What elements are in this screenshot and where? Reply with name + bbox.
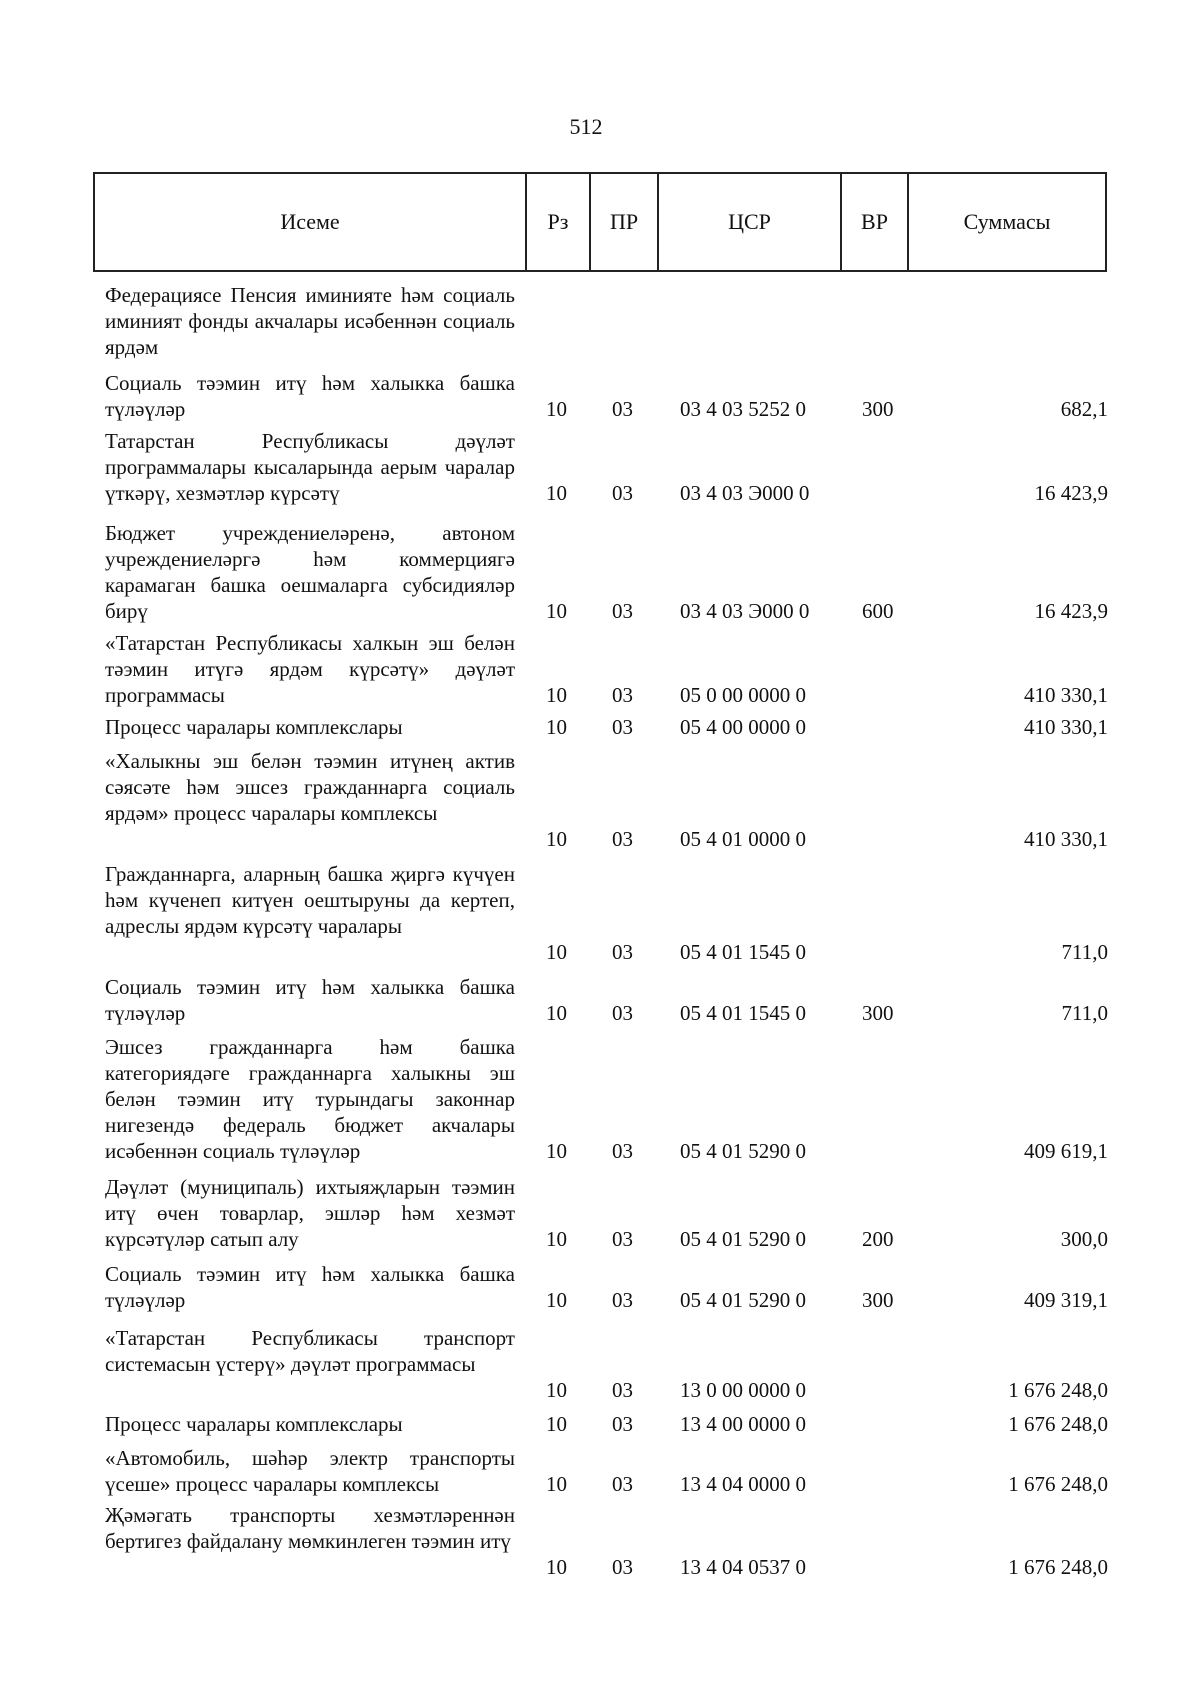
header-csr: ЦСР (659, 174, 842, 270)
row-csr: 03 4 03 Э000 0 (680, 481, 810, 505)
row-rz: 10 (546, 715, 567, 739)
row-pr: 03 (612, 827, 633, 851)
row-vr: 300 (862, 397, 894, 421)
row-sum: 410 330,1 (1024, 683, 1108, 707)
row-pr: 03 (612, 1139, 633, 1163)
row-pr: 03 (612, 397, 633, 421)
row-name: «Автомобиль, шәһәр электр транспорты үсеше» процесс чаралары комплексы (105, 1446, 515, 1496)
row-rz: 10 (546, 481, 567, 505)
row-rz: 10 (546, 683, 567, 707)
row-name: Социаль тәэмин итү һәм халыкка башка түләүләр (105, 1262, 515, 1312)
row-csr: 05 4 01 5290 0 (680, 1227, 806, 1251)
row-csr: 03 4 03 5252 0 (680, 397, 806, 421)
row-name: Татарстан Республикасы дәүләт программалары кысаларында аерым чаралар үткәрү, хезмәтләр күрсәтү (105, 429, 515, 505)
row-rz: 10 (546, 1001, 567, 1025)
row-name: Эшсез гражданнарга һәм башка категориядәге гражданнарга халыкны эш белән тәэмин итү турындагы законнар нигезендә федераль бюджет акчалары исәбеннән социаль түләүләр (105, 1035, 515, 1163)
row-csr: 05 0 00 0000 0 (680, 683, 806, 707)
row-pr: 03 (612, 1288, 633, 1312)
header-pr: ПР (591, 174, 659, 270)
row-sum: 1 676 248,0 (1008, 1412, 1108, 1436)
row-csr: 05 4 01 5290 0 (680, 1139, 806, 1163)
row-csr: 05 4 01 5290 0 (680, 1288, 806, 1312)
row-pr: 03 (612, 1227, 633, 1251)
row-sum: 1 676 248,0 (1008, 1472, 1108, 1496)
row-rz: 10 (546, 397, 567, 421)
row-pr: 03 (612, 715, 633, 739)
row-rz: 10 (546, 599, 567, 623)
row-csr: 13 4 04 0537 0 (680, 1555, 806, 1579)
row-name: Процесс чаралары комплекслары (105, 1412, 403, 1436)
row-sum: 1 676 248,0 (1008, 1555, 1108, 1579)
row-name: Федерациясе Пенсия иминияте һәм социаль иминият фонды акчалары исәбеннән социаль ярдәм (105, 283, 515, 359)
row-pr: 03 (612, 481, 633, 505)
row-sum: 410 330,1 (1024, 827, 1108, 851)
row-sum: 410 330,1 (1024, 715, 1108, 739)
row-name: Җәмәгать транспорты хезмәтләреннән бертигез файдалану мөмкинлеген тәэмин итү (105, 1503, 515, 1553)
row-csr: 05 4 01 0000 0 (680, 827, 806, 851)
row-name: Социаль тәэмин итү һәм халыкка башка түләүләр (105, 975, 515, 1025)
row-name: Гражданнарга, аларның башка җиргә күчүен һәм күченеп китүен оештыруны да кертеп, адреслы ярдәм күрсәтү чаралары (105, 862, 515, 938)
row-rz: 10 (546, 1227, 567, 1251)
row-csr: 03 4 03 Э000 0 (680, 599, 810, 623)
header-vr: ВР (842, 174, 909, 270)
row-name: Бюджет учреждениеләренә, автоном учреждениеләргә һәм коммерциягә карамаган башка оешмаларга субсидияләр бирү (105, 521, 515, 623)
row-pr: 03 (612, 1412, 633, 1436)
row-rz: 10 (546, 827, 567, 851)
row-sum: 300,0 (1060, 1227, 1108, 1251)
row-name: «Татарстан Республикасы халкын эш белән тәэмин итүгә ярдәм күрсәтү» дәүләт программасы (105, 631, 515, 707)
row-pr: 03 (612, 1555, 633, 1579)
header-name: Исеме (95, 174, 527, 270)
row-pr: 03 (612, 1001, 633, 1025)
header-rz: Рз (527, 174, 591, 270)
row-pr: 03 (612, 940, 633, 964)
row-name: Процесс чаралары комплекслары (105, 715, 403, 739)
page-number: 512 (569, 114, 603, 139)
row-name: Дәүләт (муниципаль) ихтыяҗларын тәэмин итү өчен товарлар, эшләр һәм хезмәт күрсәтүләр сатып алу (105, 1175, 515, 1251)
row-sum: 16 423,9 (1034, 481, 1108, 505)
table-header (93, 172, 1107, 272)
row-rz: 10 (546, 1378, 567, 1402)
row-csr: 05 4 00 0000 0 (680, 715, 806, 739)
row-sum: 16 423,9 (1034, 599, 1108, 623)
row-sum: 711,0 (1061, 1001, 1108, 1025)
row-sum: 409 619,1 (1024, 1139, 1108, 1163)
row-name: «Татарстан Республикасы транспорт системасын үстерү» дәүләт программасы (105, 1326, 515, 1376)
row-sum: 409 319,1 (1024, 1288, 1108, 1312)
row-name: Социаль тәэмин итү һәм халыкка башка түләүләр (105, 371, 515, 421)
row-rz: 10 (546, 1555, 567, 1579)
row-name: «Халыкны эш белән тәэмин итүнең актив сәясәте һәм эшсез гражданнарга социаль ярдәм» процесс чаралары комплексы (105, 749, 515, 825)
row-csr: 05 4 01 1545 0 (680, 940, 806, 964)
row-vr: 600 (862, 599, 894, 623)
row-rz: 10 (546, 1288, 567, 1312)
row-csr: 13 4 00 0000 0 (680, 1412, 806, 1436)
row-csr: 13 4 04 0000 0 (680, 1472, 806, 1496)
row-rz: 10 (546, 1412, 567, 1436)
row-pr: 03 (612, 683, 633, 707)
header-sum: Суммасы (963, 209, 1051, 234)
row-sum: 1 676 248,0 (1008, 1378, 1108, 1402)
row-pr: 03 (612, 599, 633, 623)
row-vr: 300 (862, 1001, 894, 1025)
row-csr: 05 4 01 1545 0 (680, 1001, 806, 1025)
row-pr: 03 (612, 1378, 633, 1402)
row-csr: 13 0 00 0000 0 (680, 1378, 806, 1402)
row-vr: 200 (862, 1227, 894, 1251)
row-rz: 10 (546, 1472, 567, 1496)
row-rz: 10 (546, 1139, 567, 1163)
row-sum: 682,1 (1060, 397, 1108, 421)
row-rz: 10 (546, 940, 567, 964)
row-vr: 300 (862, 1288, 894, 1312)
row-pr: 03 (612, 1472, 633, 1496)
row-sum: 711,0 (1061, 940, 1108, 964)
